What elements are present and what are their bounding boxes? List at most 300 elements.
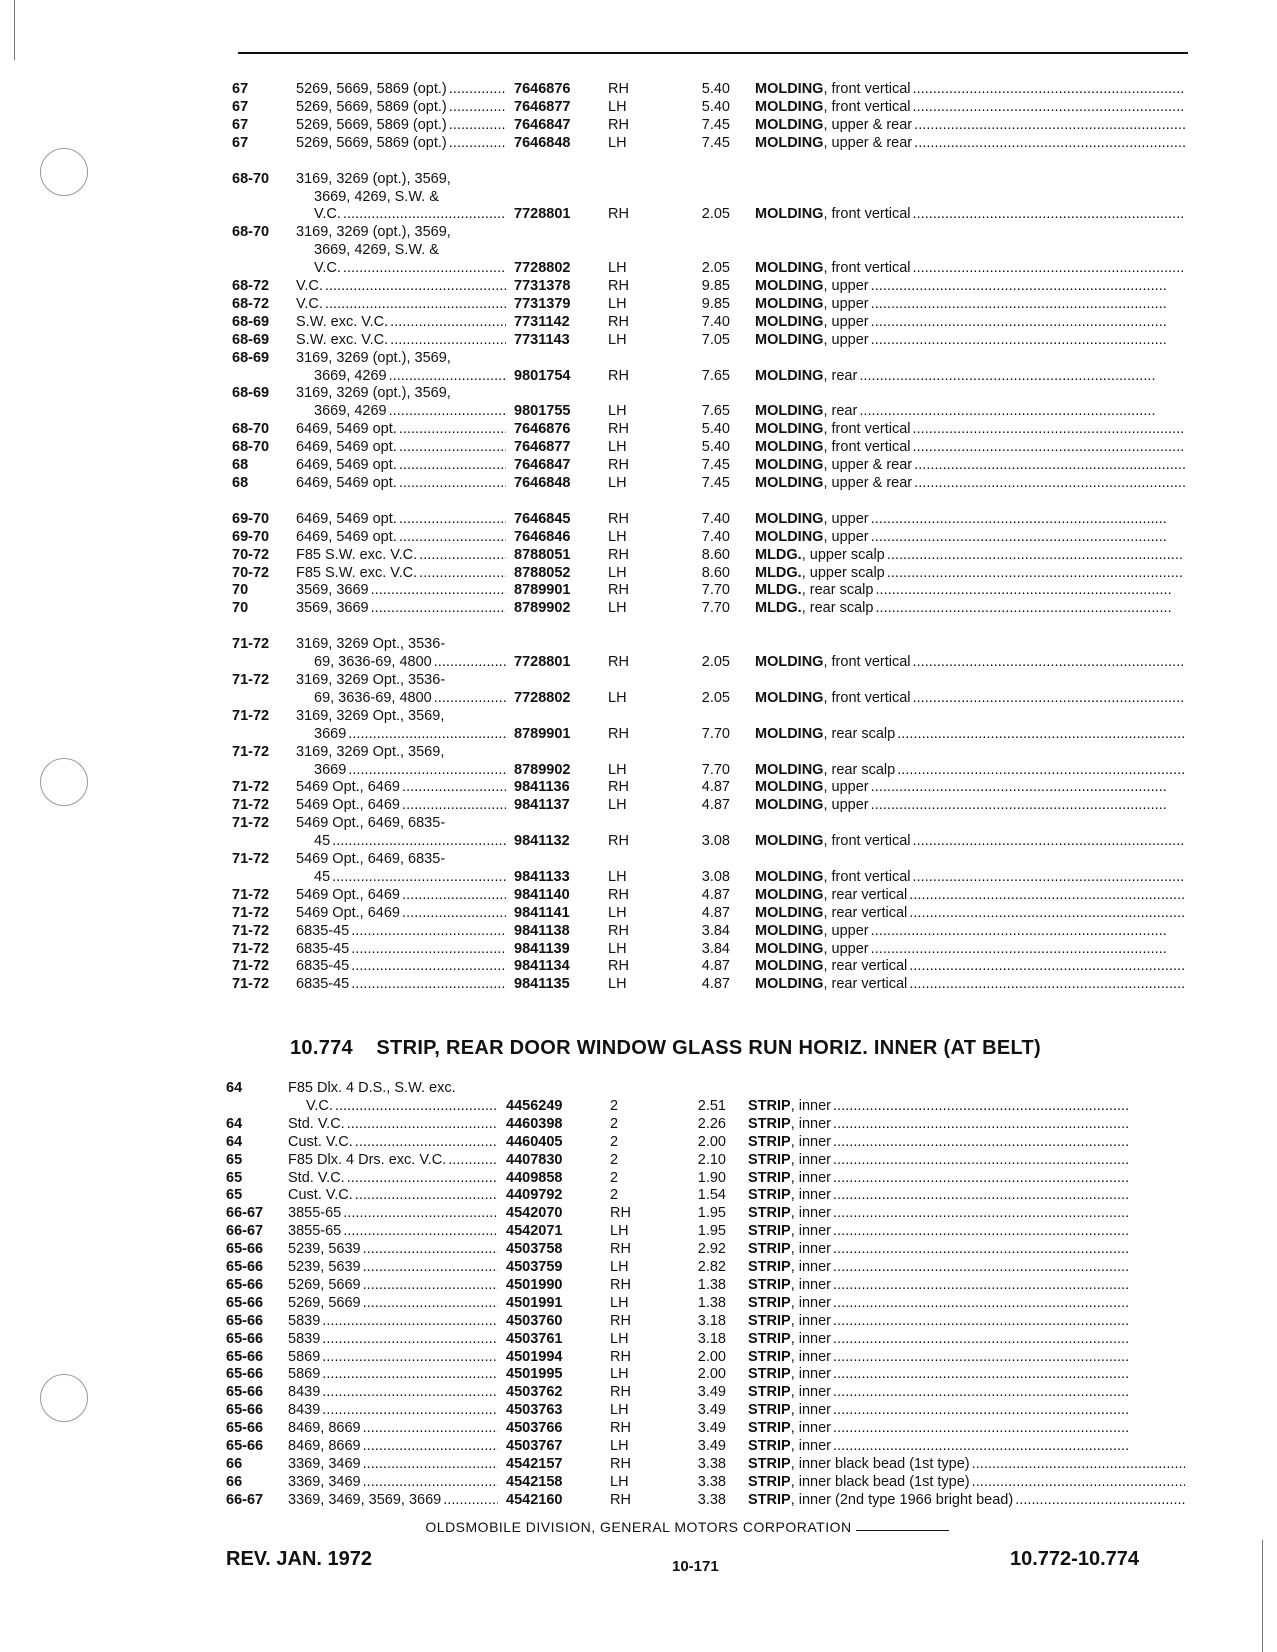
list-price: 1.38 [697, 1294, 726, 1311]
part-name-detail: , inner [790, 1223, 832, 1240]
model-description: 3169, 3269 (opt.), 3569, [296, 385, 451, 402]
part-name [748, 1455, 1185, 1473]
model-year: 68-69 [232, 385, 270, 402]
part-name [748, 1348, 1185, 1366]
side-qty: LH [610, 1438, 629, 1454]
part-name-keyword: STRIP [748, 1330, 791, 1347]
part-number: 9841136 [514, 779, 570, 796]
part-name [748, 1133, 1185, 1151]
part-name-detail: , inner [790, 1366, 832, 1383]
part-name [755, 922, 1185, 940]
model-year: 68-69 [232, 331, 270, 348]
list-price: 2.26 [697, 1115, 726, 1132]
list-price: 4.87 [701, 976, 730, 993]
part-name-keyword: MOLDING [755, 779, 824, 796]
part-name [755, 331, 1185, 349]
part-name-detail: , inner [790, 1294, 832, 1311]
part-name-keyword: MOLDING [755, 510, 824, 527]
list-price: 7.70 [701, 725, 730, 742]
side-qty: LH [608, 331, 627, 348]
model-year: 68-69 [232, 349, 270, 366]
model-year: 71-72 [232, 940, 270, 957]
list-price: 3.38 [697, 1491, 726, 1508]
model-year: 64 [226, 1133, 243, 1150]
list-price: 2.51 [697, 1097, 726, 1114]
model-description: 5469 Opt., 6469 . . . [296, 778, 506, 796]
footer-corporation [0, 1519, 1277, 1535]
part-name-keyword: MOLDING [755, 904, 824, 921]
part-name-detail: , upper scalp [801, 564, 885, 581]
model-year: 66 [226, 1473, 243, 1490]
model-description: 3169, 3269 (opt.), 3569, [296, 170, 451, 187]
side-qty: LH [610, 1294, 629, 1311]
side-qty: RH [608, 546, 629, 563]
model-description: 3669 . . . [314, 725, 506, 743]
list-price: 7.45 [701, 457, 730, 473]
part-name [755, 116, 1185, 134]
side-qty: RH [610, 1241, 631, 1258]
part-name-detail: , inner [790, 1384, 832, 1401]
side-qty: LH [610, 1473, 629, 1490]
list-price: 3.49 [697, 1438, 726, 1454]
page-edge-line [14, 0, 15, 60]
part-name [748, 1240, 1185, 1258]
model-year: 71-72 [232, 976, 270, 993]
part-name [755, 940, 1185, 958]
top-rule [238, 52, 1188, 54]
side-qty: RH [608, 367, 629, 384]
model-description: 3669, 4269, S.W. & [314, 188, 439, 205]
part-number: 7646848 [514, 474, 571, 491]
model-description: V.C. . . . [296, 277, 506, 295]
part-name [748, 1186, 1185, 1204]
part-name-detail: , upper & rear [823, 134, 913, 151]
part-name [755, 402, 1185, 420]
model-description: 6835-45 . . . [296, 922, 506, 940]
model-year: 65 [226, 1187, 243, 1204]
section-heading [290, 1037, 1041, 1060]
part-name-keyword: MOLDING [755, 940, 824, 957]
model-year: 65-66 [226, 1330, 264, 1347]
part-name-detail: , upper & rear [823, 457, 913, 473]
part-name-detail: , rear vertical [823, 976, 908, 993]
part-number: 9841133 [514, 868, 570, 885]
model-description: 5469 Opt., 6469 . . . [296, 796, 506, 814]
list-price: 3.08 [701, 868, 730, 885]
list-price: 1.95 [697, 1205, 726, 1222]
side-qty: RH [610, 1491, 631, 1508]
part-name-detail: , rear [823, 403, 858, 420]
model-year: 65-66 [226, 1241, 264, 1258]
list-price: 1.38 [697, 1276, 726, 1293]
model-year: 71-72 [232, 815, 270, 832]
model-description: 3369, 3469 . . . [288, 1455, 498, 1473]
part-number: 7646876 [514, 421, 571, 438]
list-price: 7.65 [701, 367, 730, 384]
part-number: 9841134 [514, 958, 570, 975]
part-name-keyword: MOLDING [755, 833, 824, 850]
model-description: 5869 . . . [288, 1365, 498, 1383]
side-qty: LH [608, 260, 627, 277]
part-name-detail: , rear vertical [823, 958, 908, 975]
part-name-detail: , front vertical [823, 81, 911, 97]
part-name-detail: , upper [823, 779, 869, 796]
part-name-keyword: STRIP [748, 1420, 791, 1437]
part-name [755, 653, 1185, 671]
model-year: 65 [226, 1151, 243, 1168]
model-year: 68 [232, 457, 249, 473]
part-number: 4501991 [506, 1294, 563, 1311]
model-year: 66-67 [226, 1491, 264, 1508]
binder-hole [40, 758, 88, 806]
model-description: 5839 . . . [288, 1330, 498, 1348]
list-price: 7.70 [701, 582, 730, 599]
list-price: 3.49 [697, 1420, 726, 1437]
list-price: 3.38 [697, 1473, 726, 1490]
part-name-keyword: MLDG. [755, 582, 802, 599]
part-name-detail: , upper [823, 510, 869, 527]
list-price: 2.05 [701, 206, 730, 223]
part-name-keyword: STRIP [748, 1133, 791, 1150]
part-name [755, 546, 1185, 564]
part-name-keyword: STRIP [748, 1115, 791, 1132]
model-year: 70 [232, 600, 249, 617]
part-name-keyword: STRIP [748, 1455, 791, 1472]
model-year: 68-70 [232, 170, 270, 187]
list-price: 5.40 [701, 439, 730, 456]
part-number: 4503767 [506, 1438, 563, 1454]
part-name [748, 1437, 1185, 1455]
part-name [748, 1276, 1185, 1294]
part-number: 4456249 [506, 1097, 563, 1114]
part-name-keyword: MOLDING [755, 654, 824, 671]
part-number: 7646877 [514, 98, 571, 115]
side-qty: RH [608, 725, 629, 742]
model-description: 5839 . . . [288, 1312, 498, 1330]
part-number: 9801755 [514, 403, 571, 420]
part-number: 7646846 [514, 528, 571, 545]
model-description: 3169, 3269 (opt.), 3569, [296, 224, 451, 241]
list-price: 7.70 [701, 600, 730, 617]
part-name-keyword: STRIP [748, 1491, 791, 1508]
list-price: 2.00 [697, 1133, 726, 1150]
part-name-detail: , inner [790, 1205, 832, 1222]
side-qty: RH [608, 654, 629, 671]
part-name [755, 796, 1185, 814]
part-name-keyword: STRIP [748, 1276, 791, 1293]
model-year: 65-66 [226, 1384, 264, 1401]
model-description: 8469, 8669 . . . [288, 1419, 498, 1437]
part-number: 8788052 [514, 564, 571, 581]
model-year: 71-72 [232, 922, 270, 939]
part-name-keyword: MOLDING [755, 313, 824, 330]
list-price: 4.87 [701, 779, 730, 796]
part-name-keyword: STRIP [748, 1366, 791, 1383]
part-name-keyword: MOLDING [755, 886, 824, 903]
list-price: 7.40 [701, 313, 730, 330]
model-year: 67 [232, 134, 249, 151]
part-name-detail: , rear vertical [823, 886, 908, 903]
list-price: 5.40 [701, 98, 730, 115]
model-description: 6469, 5469 opt. . . . [296, 420, 506, 438]
part-name [755, 510, 1185, 528]
part-number: 4503759 [506, 1259, 563, 1275]
model-description: 3169, 3269 Opt., 3569, [296, 707, 445, 724]
part-name-detail: , rear [823, 367, 858, 384]
part-number: 8789901 [514, 582, 571, 599]
list-price: 4.87 [701, 886, 730, 903]
list-price: 2.05 [701, 654, 730, 671]
model-description: F85 S.W. exc. V.C. . . . [296, 546, 506, 564]
part-number: 9841140 [514, 886, 570, 903]
page-edge-line [1262, 1540, 1263, 1652]
model-description: 5469 Opt., 6469 . . . [296, 886, 506, 904]
part-name [755, 761, 1185, 779]
footer-page-number: 10-171 [672, 1558, 719, 1575]
side-qty: LH [610, 1223, 629, 1240]
model-description: 8469, 8669 . . . [288, 1437, 498, 1455]
part-name [755, 295, 1185, 313]
list-price: 7.40 [701, 510, 730, 527]
part-number: 9801754 [514, 367, 571, 384]
part-number: 8788051 [514, 546, 571, 563]
list-price: 7.40 [701, 528, 730, 545]
part-name-keyword: STRIP [748, 1223, 791, 1240]
model-description: 69, 3636-69, 4800 . . . [314, 689, 506, 707]
list-price: 2.05 [701, 689, 730, 706]
model-description: 3369, 3469, 3569, 3669 . . . [288, 1491, 498, 1509]
part-name [755, 367, 1185, 385]
model-year: 68-72 [232, 295, 270, 312]
side-qty: LH [610, 1366, 629, 1383]
model-description: 3169, 3269 Opt., 3536- [296, 636, 446, 653]
part-name-keyword: MOLDING [755, 278, 824, 294]
part-name-detail: , upper & rear [823, 116, 913, 133]
list-price: 7.65 [701, 403, 730, 420]
part-name-keyword: MOLDING [755, 976, 824, 993]
part-name [755, 134, 1185, 152]
part-name-detail: , inner [790, 1133, 832, 1150]
model-description: 5469 Opt., 6469, 6835- [296, 851, 446, 867]
side-qty: 2 [610, 1097, 619, 1114]
model-year: 65-66 [226, 1366, 264, 1383]
part-number: 7731378 [514, 278, 571, 294]
part-number: 4460405 [506, 1133, 563, 1150]
side-qty: RH [608, 457, 629, 473]
model-year: 64 [226, 1080, 243, 1096]
part-name-detail: , upper [823, 278, 869, 294]
model-description: 3569, 3669 . . . [296, 599, 506, 617]
part-name-keyword: MOLDING [755, 116, 824, 133]
model-year: 71-72 [232, 797, 270, 814]
side-qty: LH [608, 689, 627, 706]
part-number: 4460398 [506, 1115, 563, 1132]
side-qty: RH [608, 206, 629, 223]
part-number: 4503762 [506, 1384, 563, 1401]
model-description: F85 S.W. exc. V.C. . . . [296, 564, 506, 582]
part-name-keyword: STRIP [748, 1402, 791, 1419]
part-name-keyword: STRIP [748, 1151, 791, 1168]
part-name [748, 1222, 1185, 1240]
part-number: 4409792 [506, 1187, 563, 1204]
part-name [755, 456, 1185, 474]
part-name-keyword: MOLDING [755, 260, 824, 277]
model-year: 71-72 [232, 707, 270, 724]
part-name [748, 1312, 1185, 1330]
part-name [755, 277, 1185, 295]
part-name-detail: , inner [790, 1169, 832, 1186]
part-number: 7728802 [514, 689, 571, 706]
part-name-detail: , upper [823, 922, 869, 939]
part-name-detail: , front vertical [823, 98, 911, 115]
part-name-detail: , front vertical [823, 868, 911, 885]
part-name-detail: , front vertical [823, 260, 911, 277]
part-name [755, 868, 1185, 886]
list-price: 3.49 [697, 1402, 726, 1419]
model-description: 3169, 3269 Opt., 3536- [296, 672, 446, 688]
part-name-keyword: MOLDING [755, 797, 824, 814]
part-name [755, 778, 1185, 796]
side-qty: LH [608, 134, 627, 151]
part-name [748, 1294, 1185, 1312]
list-price: 1.90 [697, 1169, 726, 1186]
part-number: 7731379 [514, 295, 571, 312]
part-name-keyword: MLDG. [755, 600, 802, 617]
part-name [755, 80, 1185, 98]
side-qty: LH [610, 1330, 629, 1347]
list-price: 2.00 [697, 1348, 726, 1365]
part-name [755, 975, 1185, 993]
part-name-detail: , rear vertical [823, 904, 908, 921]
part-name-keyword: MOLDING [755, 206, 824, 223]
part-name-keyword: MLDG. [755, 564, 802, 581]
side-qty: LH [608, 474, 627, 491]
part-name-keyword: MOLDING [755, 331, 824, 348]
part-name [748, 1151, 1185, 1169]
part-number: 4503766 [506, 1420, 563, 1437]
part-name-keyword: MLDG. [755, 546, 802, 563]
list-price: 5.40 [701, 81, 730, 97]
side-qty: RH [608, 278, 629, 294]
model-description: 5269, 5669, 5869 (opt.) . . . [296, 80, 506, 98]
part-name-keyword: MOLDING [755, 922, 824, 939]
part-name-detail: , inner [790, 1312, 832, 1329]
part-name-detail: , front vertical [823, 206, 911, 223]
side-qty: RH [608, 421, 629, 438]
part-name-detail: , inner [790, 1420, 832, 1437]
part-name-keyword: STRIP [748, 1294, 791, 1311]
part-name [748, 1115, 1185, 1133]
model-year: 71-72 [232, 886, 270, 903]
model-description: 3855-65 . . . [288, 1204, 498, 1222]
model-description: V.C. . . . [296, 295, 506, 313]
side-qty: RH [610, 1384, 631, 1401]
part-name-keyword: STRIP [748, 1384, 791, 1401]
part-number: 4501990 [506, 1276, 563, 1293]
part-name-keyword: STRIP [748, 1473, 791, 1490]
footer-corporation-text: OLDSMOBILE DIVISION, GENERAL MOTORS CORPORATION [421, 1519, 855, 1535]
model-description: 6469, 5469 opt. . . . [296, 528, 506, 546]
list-price: 7.70 [701, 761, 730, 778]
part-name [755, 581, 1185, 599]
model-year: 70-72 [232, 564, 270, 581]
part-name-keyword: MOLDING [755, 958, 824, 975]
footer-revision: REV. JAN. 1972 [226, 1548, 373, 1570]
part-name-keyword: MOLDING [755, 528, 824, 545]
part-name-detail: , rear scalp [823, 725, 896, 742]
model-year: 65-66 [226, 1259, 264, 1275]
section-title: STRIP, REAR DOOR WINDOW GLASS RUN HORIZ. INNER (AT BELT) [376, 1037, 1041, 1059]
part-name [755, 205, 1185, 223]
model-description: F85 Dlx. 4 D.S., S.W. exc. [288, 1080, 456, 1096]
part-name-detail: , upper [823, 797, 869, 814]
part-name-detail: , inner [790, 1348, 832, 1365]
part-name-keyword: MOLDING [755, 689, 824, 706]
list-price: 3.18 [697, 1330, 726, 1347]
list-price: 4.87 [701, 958, 730, 975]
model-year: 71-72 [232, 958, 270, 975]
part-name-keyword: STRIP [748, 1438, 791, 1454]
part-number: 7646847 [514, 457, 571, 473]
list-price: 9.85 [701, 278, 730, 294]
model-year: 69-70 [232, 510, 270, 527]
part-name-detail: , upper [823, 528, 869, 545]
part-number: 7731142 [514, 313, 570, 330]
model-year: 64 [226, 1115, 243, 1132]
part-name-keyword: MOLDING [755, 439, 824, 456]
list-price: 1.54 [697, 1187, 726, 1204]
model-year: 65-66 [226, 1294, 264, 1311]
list-price: 3.49 [697, 1384, 726, 1401]
side-qty: RH [608, 582, 629, 599]
part-name-detail: , inner black bead (1st type) [790, 1455, 970, 1472]
side-qty: RH [608, 313, 629, 330]
part-number: 7646877 [514, 439, 571, 456]
part-number: 9841141 [514, 904, 570, 921]
part-name-detail: , front vertical [823, 654, 911, 671]
part-name-keyword: STRIP [748, 1259, 791, 1275]
model-description: Cust. V.C. . . . [288, 1186, 498, 1204]
model-year: 67 [232, 116, 249, 133]
side-qty: LH [608, 904, 627, 921]
model-year: 71-72 [232, 904, 270, 921]
side-qty: RH [608, 116, 629, 133]
side-qty: RH [608, 922, 629, 939]
list-price: 3.38 [697, 1455, 726, 1472]
model-description: 5269, 5669 . . . [288, 1276, 498, 1294]
part-number: 7731143 [514, 331, 570, 348]
side-qty: RH [608, 81, 629, 97]
part-name [755, 957, 1185, 975]
part-number: 4503758 [506, 1241, 563, 1258]
model-year: 71-72 [232, 672, 270, 688]
side-qty: 2 [610, 1151, 619, 1168]
part-number: 4407830 [506, 1151, 563, 1168]
part-name-detail: , inner [790, 1151, 832, 1168]
part-name-keyword: MOLDING [755, 98, 824, 115]
part-name [748, 1401, 1185, 1419]
side-qty: RH [610, 1348, 631, 1365]
part-number: 7646876 [514, 81, 571, 97]
model-description: S.W. exc. V.C. . . . [296, 331, 506, 349]
part-name-keyword: MOLDING [755, 868, 824, 885]
model-description: 5869 . . . [288, 1348, 498, 1366]
list-price: 8.60 [701, 546, 730, 563]
side-qty: RH [608, 510, 629, 527]
model-description: Cust. V.C. . . . [288, 1133, 498, 1151]
part-name-detail: , inner [790, 1115, 832, 1132]
part-name-detail: , inner (2nd type 1966 bright bead) [790, 1491, 1014, 1508]
